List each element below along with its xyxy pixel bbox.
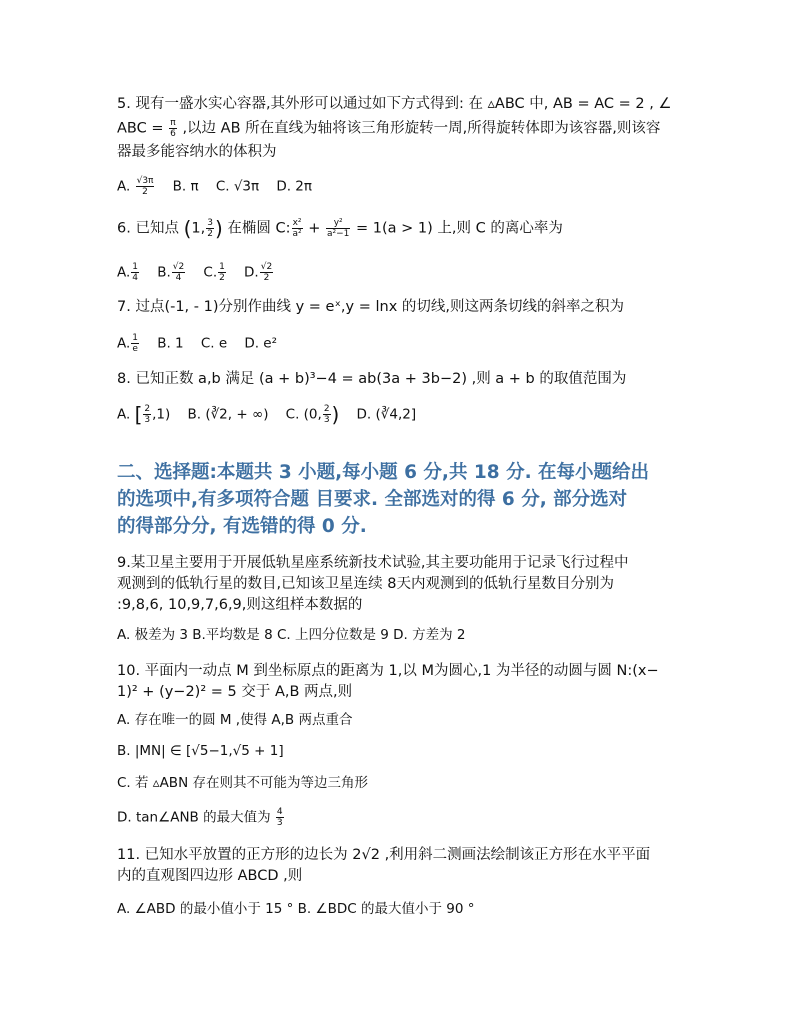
q6-line: 6. 已知点 (1, $\frac{3}{2}$ ) 在椭圆 C: $\frac{\text{x²}}{\text{a²}}$ + $\frac{\text{y²}}{\text{a²−1}}$ = 1(a > 1) 上,则 C 的离心率为 [117, 216, 563, 241]
fraction-pi-over-6: $\frac{\pi}{6}$ [170, 118, 176, 139]
q10-optA: A. 存在唯一的圆 M ,使得 A,B 两点重合 [117, 712, 353, 728]
q10-line2: 1)² + (y−2)² = 5 交于 A,B 两点,则 [117, 684, 353, 700]
q10-optD-fraction: $\frac{4}{3}$ [276, 807, 283, 828]
q10-optD: D. tan∠ANB 的最大值为 $\frac{4}{3}$ [117, 807, 283, 828]
section2-heading-line3: 的得部分分, 有选错的得 0 分. [117, 516, 367, 537]
q5-optA-fraction: $\frac{√3\pi}{2}$ [136, 176, 154, 197]
q5-options: A. $\frac{√3\pi}{2}$ B. π C. √3π D. 2π [117, 176, 313, 197]
q9-line3: :9,8,6, 10,9,7,6,9,则这组样本数据的 [117, 597, 363, 613]
q5-line1: 5. 现有一盛水实心容器,其外形可以通过如下方式得到: 在 ▵ABC 中, AB = AC = 2 , ∠ [117, 96, 672, 112]
section2-heading-line1: 二、选择题:本题共 3 小题,每小题 6 分,共 18 分. 在每小题给出 [117, 462, 650, 483]
q9-options: A. 极差为 3 B.平均数是 8 C. 上四分位数是 9 D. 方差为 2 [117, 627, 466, 643]
q10-optB: B. |MN| ∈ [√5−1,√5 + 1] [117, 743, 284, 759]
q5-line2: ABC = $\frac{\pi}{6}$ ,以边 AB 所在直线为轴将该三角形旋转一周,所得旋转体即为该容器,则该容 [117, 118, 661, 139]
q8-options: A. [ $\frac{2}{3}$ ,1) B. (∛2, + ∞) C. (0, $\frac{2}{3}$ ) D. (∛4,2] [117, 402, 417, 427]
q8-line: 8. 已知正数 a,b 满足 (a + b)³−4 = ab(3a + 3b−2) ,则 a + b 的取值范围为 [117, 371, 627, 387]
q6-ellipse-term1: $\frac{\text{x²}}{\text{a²}}$ [292, 218, 302, 239]
q11-line2: 内的直观图四边形 ABCD ,则 [117, 868, 303, 884]
q6-options: A. $\frac{1}{4}$ B. $\frac{√2}{4}$ C. $\frac{1}{2}$ D. $\frac{√2}{2}$ [117, 262, 273, 283]
q11-line1: 11. 已知水平放置的正方形的边长为 2√2 ,利用斜二测画法绘制该正方形在水平平面 [117, 847, 651, 863]
q6-ellipse-term2: $\frac{\text{y²}}{\text{a²−1}}$ [327, 218, 350, 239]
q6-point-fraction: $\frac{3}{2}$ [207, 218, 213, 239]
q9-line2: 观测到的低轨行星的数目,已知该卫星连续 8天内观测到的低轨行星数目分别为 [117, 576, 614, 592]
q7-line: 7. 过点(-1, - 1)分别作曲线 y = eˣ,y = lnx 的切线,则这两条切线的斜率之积为 [117, 299, 624, 315]
q10-optC: C. 若 ▵ABN 存在则其不可能为等边三角形 [117, 775, 368, 791]
q10-line1: 10. 平面内一动点 M 到坐标原点的距离为 1,以 M为圆心,1 为半径的动圆与圆 N:(x− [117, 663, 659, 679]
q9-line1: 9.某卫星主要用于开展低轨星座系统新技术试验,其主要功能用于记录飞行过程中 [117, 555, 629, 571]
q11-options: A. ∠ABD 的最小值小于 15 ° B. ∠BDC 的最大值小于 90 ° [117, 901, 475, 917]
q5-line3: 器最多能容纳水的体积为 [117, 144, 277, 160]
section2-heading-line2: 的选项中,有多项符合题 目要求. 全部选对的得 6 分, 部分选对 [117, 489, 628, 510]
q7-options: A. $\frac{1}{e}$ B. 1 C. e D. e² [117, 333, 278, 354]
